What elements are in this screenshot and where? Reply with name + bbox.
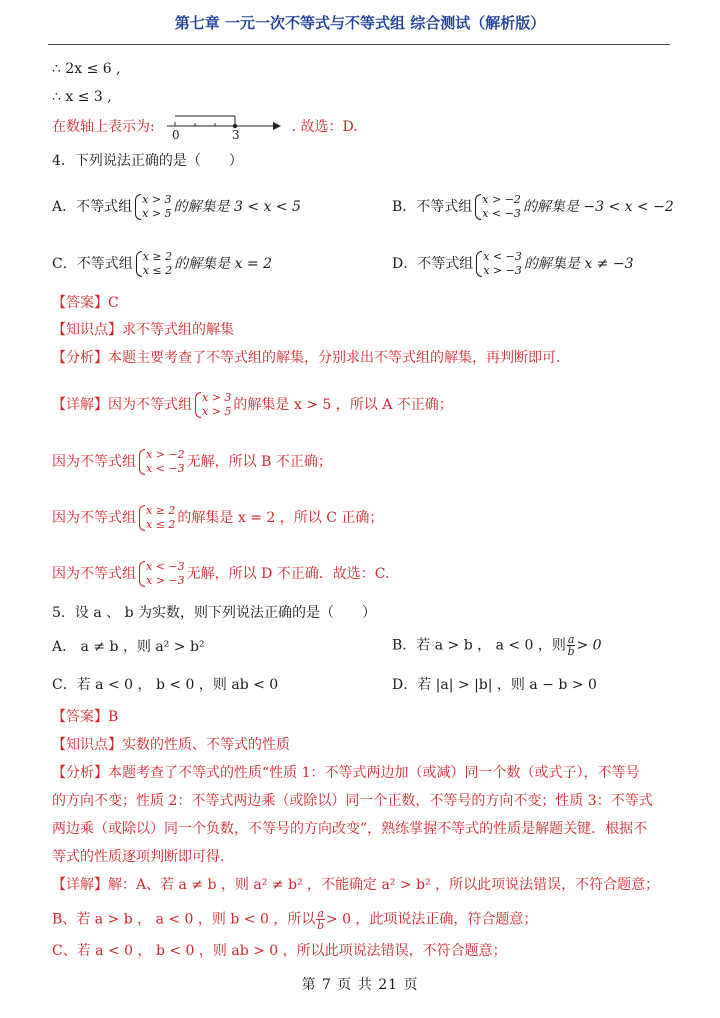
q4-detail-1: 【详解】因为不等式组 x > 3 x > 5 的解集是 x > 5 ，所以 A 不正确； <box>52 391 453 418</box>
q5-analysis-line-4: 等式的性质逐项判断即可得. <box>52 849 225 865</box>
q5-option-d: D．若 |a| > |b| ，则 a − b > 0 <box>392 677 597 693</box>
q5-detail-a: 【详解】解：A、若 a ≠ b ，则 a² ≠ b² ，不能确定 a² > b² ，所以此项说法错误，不符合题意； <box>52 877 660 893</box>
q4-analysis: 【分析】本题主要考查了不等式组的解集，分别求出不等式组的解集，再判断即可. <box>52 350 561 366</box>
header-divider <box>48 44 670 45</box>
q5-analysis-line-2: 的方向不变；性质 2：不等式两边乘（或除以）同一个正数，不等号的方向不变；性质 3：不等式 <box>52 793 653 809</box>
q4-option-c: C．不等式组 x ≥ 2 x ≤ 2 的解集是 x = 2 <box>52 250 273 277</box>
q5-options-row-2 <box>52 676 597 694</box>
page-footer: 第 7 页 共 21 页 <box>301 977 419 993</box>
q4-options-row-1 <box>52 193 674 221</box>
q4-answer: 【答案】C <box>52 295 119 311</box>
label-3: 3 <box>232 128 240 140</box>
q4-stem: 4．下列说法正确的是（ ） <box>52 153 243 169</box>
numberline-intro: 在数轴上表示为: <box>52 119 155 135</box>
q4-detail-3: 因为不等式组 x ≥ 2 x ≤ 2 的解集是 x = 2 ，所以 C 正确； <box>52 504 384 531</box>
number-line <box>163 114 283 140</box>
q5-option-c: C．若 a < 0 ， b < 0 ，则 ab < 0 <box>52 677 279 693</box>
q3-step-2: ∴ x ≤ 3 , <box>52 89 112 105</box>
numberline-outro: . 故选：D. <box>291 119 358 135</box>
q5-option-a: A． a ≠ b ，则 a² > b² <box>52 639 205 655</box>
q4-detail-4: 因为不等式组 x < −3 x > −3 无解，所以 D 不正确．故选：C. <box>52 560 390 587</box>
q5-detail-c: C、若 a < 0 ， b < 0 ，则 ab > 0 ，所以此项说法错误，不符合题意； <box>52 943 507 959</box>
number-line-graphic <box>163 114 283 140</box>
q4-detail-2: 因为不等式组 x > −2 x < −3 无解，所以 B 不正确； <box>52 448 332 475</box>
q4-option-a: A．不等式组 x > 3 x > 5 的解集是 3 < x < 5 <box>52 193 301 220</box>
q5-stem: 5．设 a 、 b 为实数，则下列说法正确的是（ ） <box>52 605 377 621</box>
q4-options-row-2 <box>52 250 634 278</box>
q5-options-row-1 <box>52 633 602 658</box>
q4-option-d: D．不等式组 x < −3 x > −3 的解集是 x ≠ −3 <box>392 250 634 277</box>
q5-answer: 【答案】B <box>52 709 119 725</box>
q4-knowledge: 【知识点】求不等式组的解集 <box>52 322 234 338</box>
q5-analysis-line-3: 两边乘（或除以）同一个负数，不等号的方向改变”，熟练掌握不等式的性质是解题关键．根据不 <box>52 821 648 837</box>
number-line-arrow <box>273 122 281 130</box>
q4-option-b: B．不等式组 x > −2 x < −3 的解集是 −3 < x < −2 <box>392 193 674 220</box>
label-0: 0 <box>172 128 180 140</box>
q3-step-1: ∴ 2x ≤ 6 , <box>52 61 121 77</box>
q5-knowledge: 【知识点】实数的性质、不等式的性质 <box>52 737 290 753</box>
page-header-title: 第七章 一元一次不等式与不等式组 综合测试（解析版） <box>174 14 546 32</box>
q5-analysis-line-1: 【分析】本题考查了不等式的性质“性质 1：不等式两边加（或减）同一个数（或式子），不等号 <box>52 765 640 781</box>
q3-numberline-row <box>52 114 358 140</box>
q5-detail-b: B、若 a > b ， a < 0 ，则 b < 0 ，所以 $\frac{a}{b}$ > 0 ，此项说法正确，符合题意； <box>52 907 538 932</box>
q5-option-b: B．若 a > b ， a < 0 ，则 $\frac{a}{b}$ > 0 <box>392 633 602 658</box>
